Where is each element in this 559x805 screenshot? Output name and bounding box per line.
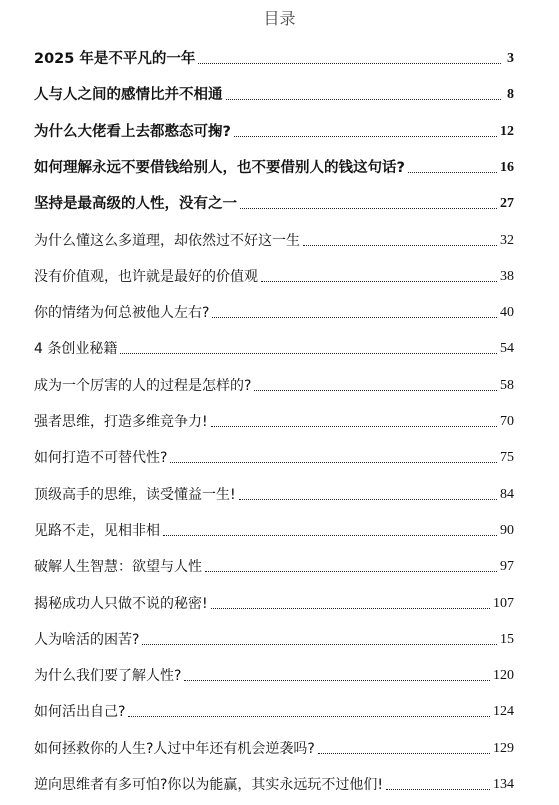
toc-entry[interactable] <box>34 149 514 177</box>
toc-entry[interactable] <box>34 403 514 431</box>
toc-entry-page-number: 107 <box>493 595 514 611</box>
toc-entry[interactable] <box>34 76 514 104</box>
toc-entry-page-number: 8 <box>507 87 514 103</box>
toc-entry-page-number: 124 <box>493 704 514 720</box>
toc-entry-page-number: 3 <box>507 51 514 66</box>
toc-entry-title: 成为一个厉害的人的过程是怎样的? <box>34 377 252 394</box>
toc-entry-page-number: 58 <box>500 377 514 393</box>
dot-leader <box>234 136 497 137</box>
toc-entry[interactable] <box>34 476 514 504</box>
toc-entry-title: 你的情绪为何总被他人左右? <box>34 305 210 322</box>
toc-entry-title: 如何活出自己? <box>34 704 126 721</box>
dot-leader <box>120 353 497 354</box>
toc-entry-page-number: 15 <box>500 631 514 647</box>
toc-entry-title: 人与人之间的感情比并不相通 <box>34 87 223 104</box>
toc-entry-page-number: 27 <box>500 196 514 212</box>
dot-leader <box>142 644 497 645</box>
toc-entry-title: 人为啥活的困苦? <box>34 631 140 648</box>
toc-entry[interactable] <box>34 585 514 613</box>
toc-entry-page-number: 32 <box>500 232 514 248</box>
dot-leader <box>408 172 497 173</box>
dot-leader <box>239 499 497 500</box>
toc-entry[interactable] <box>34 548 514 576</box>
dot-leader <box>212 317 497 318</box>
toc-entry-title: 没有价值观，也许就是最好的价值观 <box>34 268 258 285</box>
toc-entry[interactable] <box>34 113 514 141</box>
dot-leader <box>128 716 490 717</box>
dot-leader <box>198 63 501 64</box>
toc-entry-page-number: 134 <box>493 777 514 792</box>
toc-entry-page-number: 129 <box>493 740 514 756</box>
toc-entry-title: 为什么大佬看上去都憨态可掬? <box>34 123 231 140</box>
toc-entry[interactable] <box>34 222 514 250</box>
toc-entry-page-number: 84 <box>500 486 514 502</box>
toc-entry[interactable] <box>34 657 514 685</box>
toc-entry-title: 为什么我们要了解人性? <box>34 668 182 685</box>
toc-entry-title: 如何打造不可替代性? <box>34 450 168 467</box>
toc-entry-page-number: 38 <box>500 268 514 284</box>
toc-entry[interactable] <box>34 766 514 794</box>
toc-entry[interactable] <box>34 40 514 68</box>
dot-leader <box>226 99 502 100</box>
toc-entry-title: 4 条创业秘籍 <box>34 341 118 358</box>
toc-entry-page-number: 12 <box>500 123 514 139</box>
toc-entry-page-number: 75 <box>500 450 514 466</box>
toc-entry-title: 如何理解永远不要借钱给别人，也不要借别人的钱这句话? <box>34 159 405 176</box>
toc-entry-page-number: 16 <box>500 159 514 175</box>
dot-leader <box>254 390 497 391</box>
toc-entry-page-number: 90 <box>500 522 514 538</box>
toc-entry-page-number: 54 <box>500 341 514 357</box>
dot-leader <box>163 535 497 536</box>
toc-entry[interactable] <box>34 185 514 213</box>
toc-entry-title: 顶级高手的思维，读受懂益一生! <box>34 486 236 503</box>
dot-leader <box>205 571 497 572</box>
toc-entry-title: 逆向思维者有多可怕?你以为能赢，其实永远玩不过他们! <box>34 777 384 793</box>
dot-leader <box>211 608 490 609</box>
dot-leader <box>184 680 490 681</box>
toc-entry-page-number: 97 <box>500 559 514 575</box>
toc-entry[interactable] <box>34 621 514 649</box>
dot-leader <box>170 462 497 463</box>
dot-leader <box>303 245 497 246</box>
toc-entry-title: 见路不走，见相非相 <box>34 522 160 539</box>
toc-entry-page-number: 70 <box>500 414 514 429</box>
toc-entry[interactable] <box>34 439 514 467</box>
toc-entry[interactable] <box>34 693 514 721</box>
toc-entry-page-number: 40 <box>500 305 514 321</box>
toc-entry[interactable] <box>34 294 514 322</box>
toc-entry[interactable] <box>34 730 514 758</box>
toc-entry[interactable] <box>34 367 514 395</box>
toc-entry[interactable] <box>34 330 514 358</box>
toc-heading: 目录 <box>263 9 296 28</box>
toc-entry-title: 破解人生智慧：欲望与人性 <box>34 559 202 576</box>
toc-entry-title: 2025 年是不平凡的一年 <box>34 51 196 67</box>
dot-leader <box>211 426 497 427</box>
dot-leader <box>318 753 490 754</box>
toc-entry[interactable] <box>34 512 514 540</box>
toc-entry-page-number: 120 <box>493 668 514 684</box>
dot-leader <box>240 208 497 209</box>
toc-entry-title: 强者思维，打造多维竞争力! <box>34 414 208 430</box>
toc-entry-title: 坚持是最高级的人性，没有之一 <box>34 196 237 213</box>
dot-leader <box>261 281 497 282</box>
toc-entry-title: 为什么懂这么多道理，却依然过不好这一生 <box>34 232 300 249</box>
toc-entry-title: 揭秘成功人只做不说的秘密! <box>34 595 208 612</box>
toc-entry[interactable] <box>34 258 514 286</box>
toc-entry-title: 如何拯救你的人生?人过中年还有机会逆袭吗? <box>34 740 315 757</box>
dot-leader <box>386 789 490 790</box>
